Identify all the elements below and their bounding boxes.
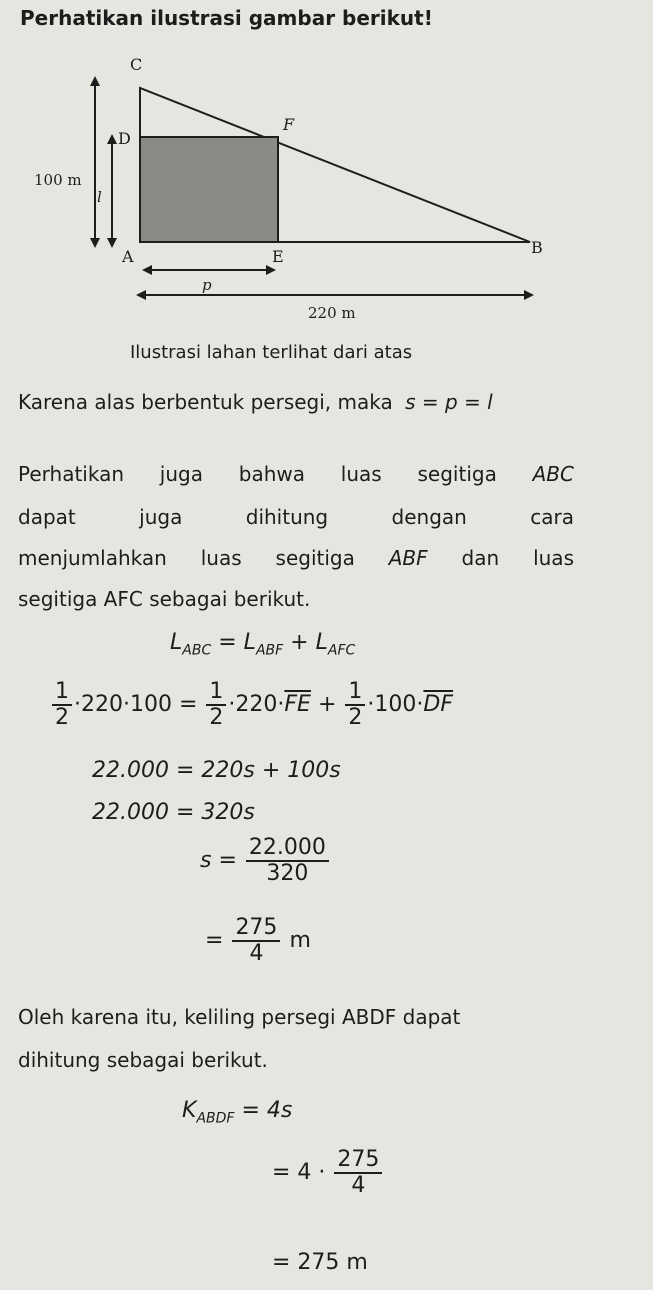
label-a: A [122,247,134,266]
paragraph-3-line-1: Oleh karena itu, keliling persegi ABDF dapat [18,1005,461,1029]
equation-perimeter-step-1: = 4 · $\frac{275}{4}$ [272,1148,384,1198]
equation-perimeter: $K_{ABDF} = 4s$ [182,1098,293,1127]
figure-caption: Ilustrasi lahan terlihat dari atas [130,342,413,363]
label-e: E [272,247,284,266]
equation-step-4: = $\frac{275}{4}$ m [205,915,311,967]
square-abef [140,137,278,242]
equation-step-3: s = $\frac{22.000}{320}$ [200,836,331,886]
label-height: 100 m [34,171,82,189]
equation-step-2: 22.000 = 320s [92,800,255,825]
equation-perimeter-result: = 275 m [272,1250,368,1275]
paragraph-3-line-2: dihitung sebagai berikut. [18,1048,268,1072]
label-l: l [97,188,102,206]
paragraph-2-line-2: dapat juga dihitung dengan cara [18,505,574,529]
label-b: B [531,238,543,257]
paragraph-2-line-3: menjumlahkan luas segitiga ABF dan luas [18,546,574,570]
equation-step-1: 22.000 = 220s + 100s [92,758,341,783]
label-base: 220 m [308,304,356,322]
paragraph-2-line-4: segitiga AFC sebagai berikut. [18,587,311,611]
label-f: F [283,115,295,134]
paragraph-1: Karena alas berbentuk persegi, maka s = p = l [18,390,493,414]
paragraph-2-line-1: Perhatikan juga bahwa luas segitiga ABC [18,462,574,486]
heading: Perhatikan ilustrasi gambar berikut! [20,6,433,30]
label-d: D [118,129,131,148]
triangle-figure [0,40,653,360]
equation-area-sum: $L_{ABC} = L_{ABF} + L_{AFC}$ [170,630,356,659]
label-p: p [202,276,212,294]
label-c: C [130,55,143,74]
equation-area-values: $\frac{1}{2}$ ·220·100 = $\frac{1}{2}$ $\cdot 220\cdot\overline{FE}$ + $\frac{1}{2}$ $\cdot 100\cdot\overline{DF}$ [50,680,453,730]
